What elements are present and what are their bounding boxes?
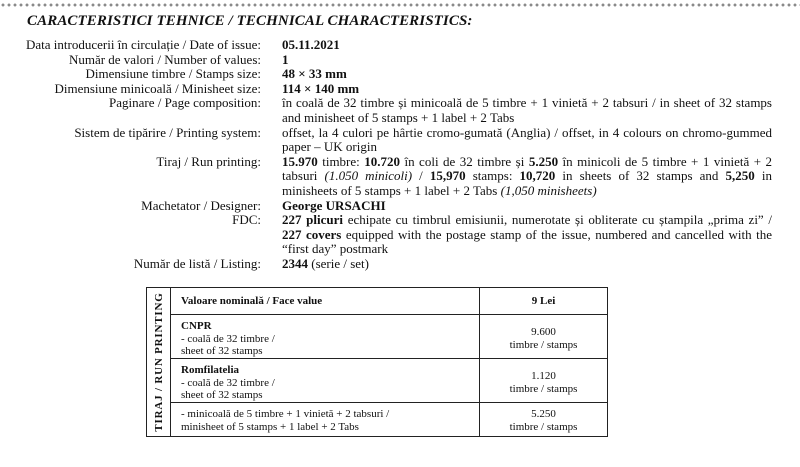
spec-value [282, 213, 772, 257]
specs-list [0, 38, 800, 272]
run-text: stamps: [465, 168, 520, 184]
spec-value: offset, la 4 culori pe hârtie cromo-gumată (Anglia) / offset, in 4 colours on chromo-gummed paper – UK origin [282, 124, 772, 155]
row-desc [171, 315, 480, 358]
run-text: in minisheets of 5 stamps + 1 label + 2 Tabs [282, 168, 772, 198]
spec-label: Sistem de tipărire / Printing system: [74, 124, 261, 140]
table-header-row [171, 288, 607, 315]
spec-row-designer [0, 199, 800, 214]
spec-value: 1 [282, 51, 289, 67]
row-line: - coală de 32 timbre / [181, 376, 275, 389]
fdc-text: echipate cu timbrul emisiunii, numerotate și obliterate cu ștampila „prima zi” / [343, 212, 772, 228]
spec-value [282, 155, 772, 199]
spec-label: Număr de valori / Number of values: [68, 51, 261, 67]
fdc-text: equipped with the postage stamp of the issue, numbered and cancelled with the “first day” postmark [282, 226, 772, 257]
spec-row-minisheet-size [0, 82, 800, 97]
spec-row-listing [0, 257, 800, 272]
run-minisheets-en: 5,250 [725, 168, 755, 184]
row-desc [171, 403, 480, 436]
listing-number: 2344 [282, 255, 308, 271]
table-side-label-cell [147, 288, 171, 436]
spec-label: Dimensiune timbre / Stamps size: [85, 66, 261, 82]
row-line: minisheet of 5 stamps + 1 label + 2 Tabs [181, 420, 359, 433]
row-line: sheet of 32 stamps [181, 389, 263, 401]
table-body [171, 288, 607, 436]
row-value-cell [480, 359, 607, 402]
run-total-en: 15,970 [429, 168, 466, 184]
spec-row-issue-date [0, 38, 800, 53]
run-minisheets: 5.250 [528, 153, 559, 169]
header-value: 9 Lei [531, 295, 556, 307]
spec-value [282, 257, 772, 272]
header-face-value: Valoare nominală / Face value [171, 288, 480, 314]
row-title: Romfilatelia [181, 364, 240, 376]
run-sheets-en: 10,720 [519, 168, 556, 184]
table-row [171, 359, 607, 403]
spec-value: 05.11.2021 [282, 37, 340, 52]
row-value: 1.120 [531, 370, 556, 382]
run-text: în minicoli de 5 timbre + 1 vinietă + 2 tabsuri [282, 153, 772, 184]
page-title: CARACTERISTICI TEHNICE / TECHNICAL CHARACTERISTICS: [27, 13, 473, 29]
table-row [171, 315, 607, 359]
spec-label: Dimensiune minicoală / Minisheet size: [54, 80, 261, 96]
row-unit: timbre / stamps [509, 420, 578, 433]
run-text: în coli de 32 timbre și [400, 153, 529, 169]
row-line: - minicoală de 5 timbre + 1 vinietă + 2 tabsuri / [181, 408, 390, 420]
dotted-top-border [0, 2, 800, 8]
spec-label: Tiraj / Run printing: [156, 153, 261, 169]
spec-label: Număr de listă / Listing: [133, 255, 261, 271]
row-title: CNPR [181, 320, 212, 332]
table-side-label: TIRAJ / RUN PRINTING [152, 292, 165, 432]
run-text: in sheets of 32 stamps and [555, 168, 726, 184]
spec-label: FDC: [232, 212, 261, 228]
spec-row-run-printing [0, 155, 800, 199]
listing-text: (serie / set) [308, 255, 370, 271]
row-value: 5.250 [531, 408, 556, 420]
row-line: - coală de 32 timbre / [181, 332, 275, 345]
row-desc [171, 359, 480, 402]
row-value-cell [480, 403, 607, 436]
spec-label: Machetator / Designer: [141, 197, 261, 213]
row-line: sheet of 32 stamps [181, 345, 263, 357]
run-sheets: 10.720 [364, 153, 400, 169]
spec-value: în coală de 32 timbre și minicoală de 5 timbre + 1 vinietă + 2 tabsuri / in sheet of 32 stamps and minisheet of 5 stamps + 1 label + 2 Tabs [282, 95, 772, 125]
fdc-count: 227 plicuri [282, 212, 344, 228]
run-printing-table [146, 287, 608, 437]
spec-label: Paginare / Page composition: [108, 95, 261, 111]
spec-row-number-of-values [0, 53, 800, 68]
run-total: 15.970 [282, 153, 318, 169]
spec-row-printing-system [0, 126, 800, 155]
fdc-count-en: 227 covers [282, 226, 342, 242]
spec-value: George URSACHI [282, 197, 386, 213]
spec-row-page-composition [0, 96, 800, 125]
spec-value: 114 × 140 mm [282, 80, 360, 96]
row-value-cell [480, 315, 607, 358]
row-unit: timbre / stamps [509, 338, 578, 351]
row-unit: timbre / stamps [509, 382, 578, 395]
spec-row-fdc [0, 213, 800, 257]
spec-value: 48 × 33 mm [282, 66, 347, 82]
row-value: 9.600 [531, 326, 556, 338]
spec-row-stamp-size [0, 67, 800, 82]
table-row [171, 403, 607, 436]
run-text: timbre: [317, 153, 365, 169]
spec-label: Data introducerii în circulație / Date of issue: [26, 37, 261, 52]
run-note: (1.050 minicoli) [324, 168, 413, 184]
run-text: / [412, 168, 430, 184]
run-note-en: (1,050 minisheets) [500, 182, 597, 198]
